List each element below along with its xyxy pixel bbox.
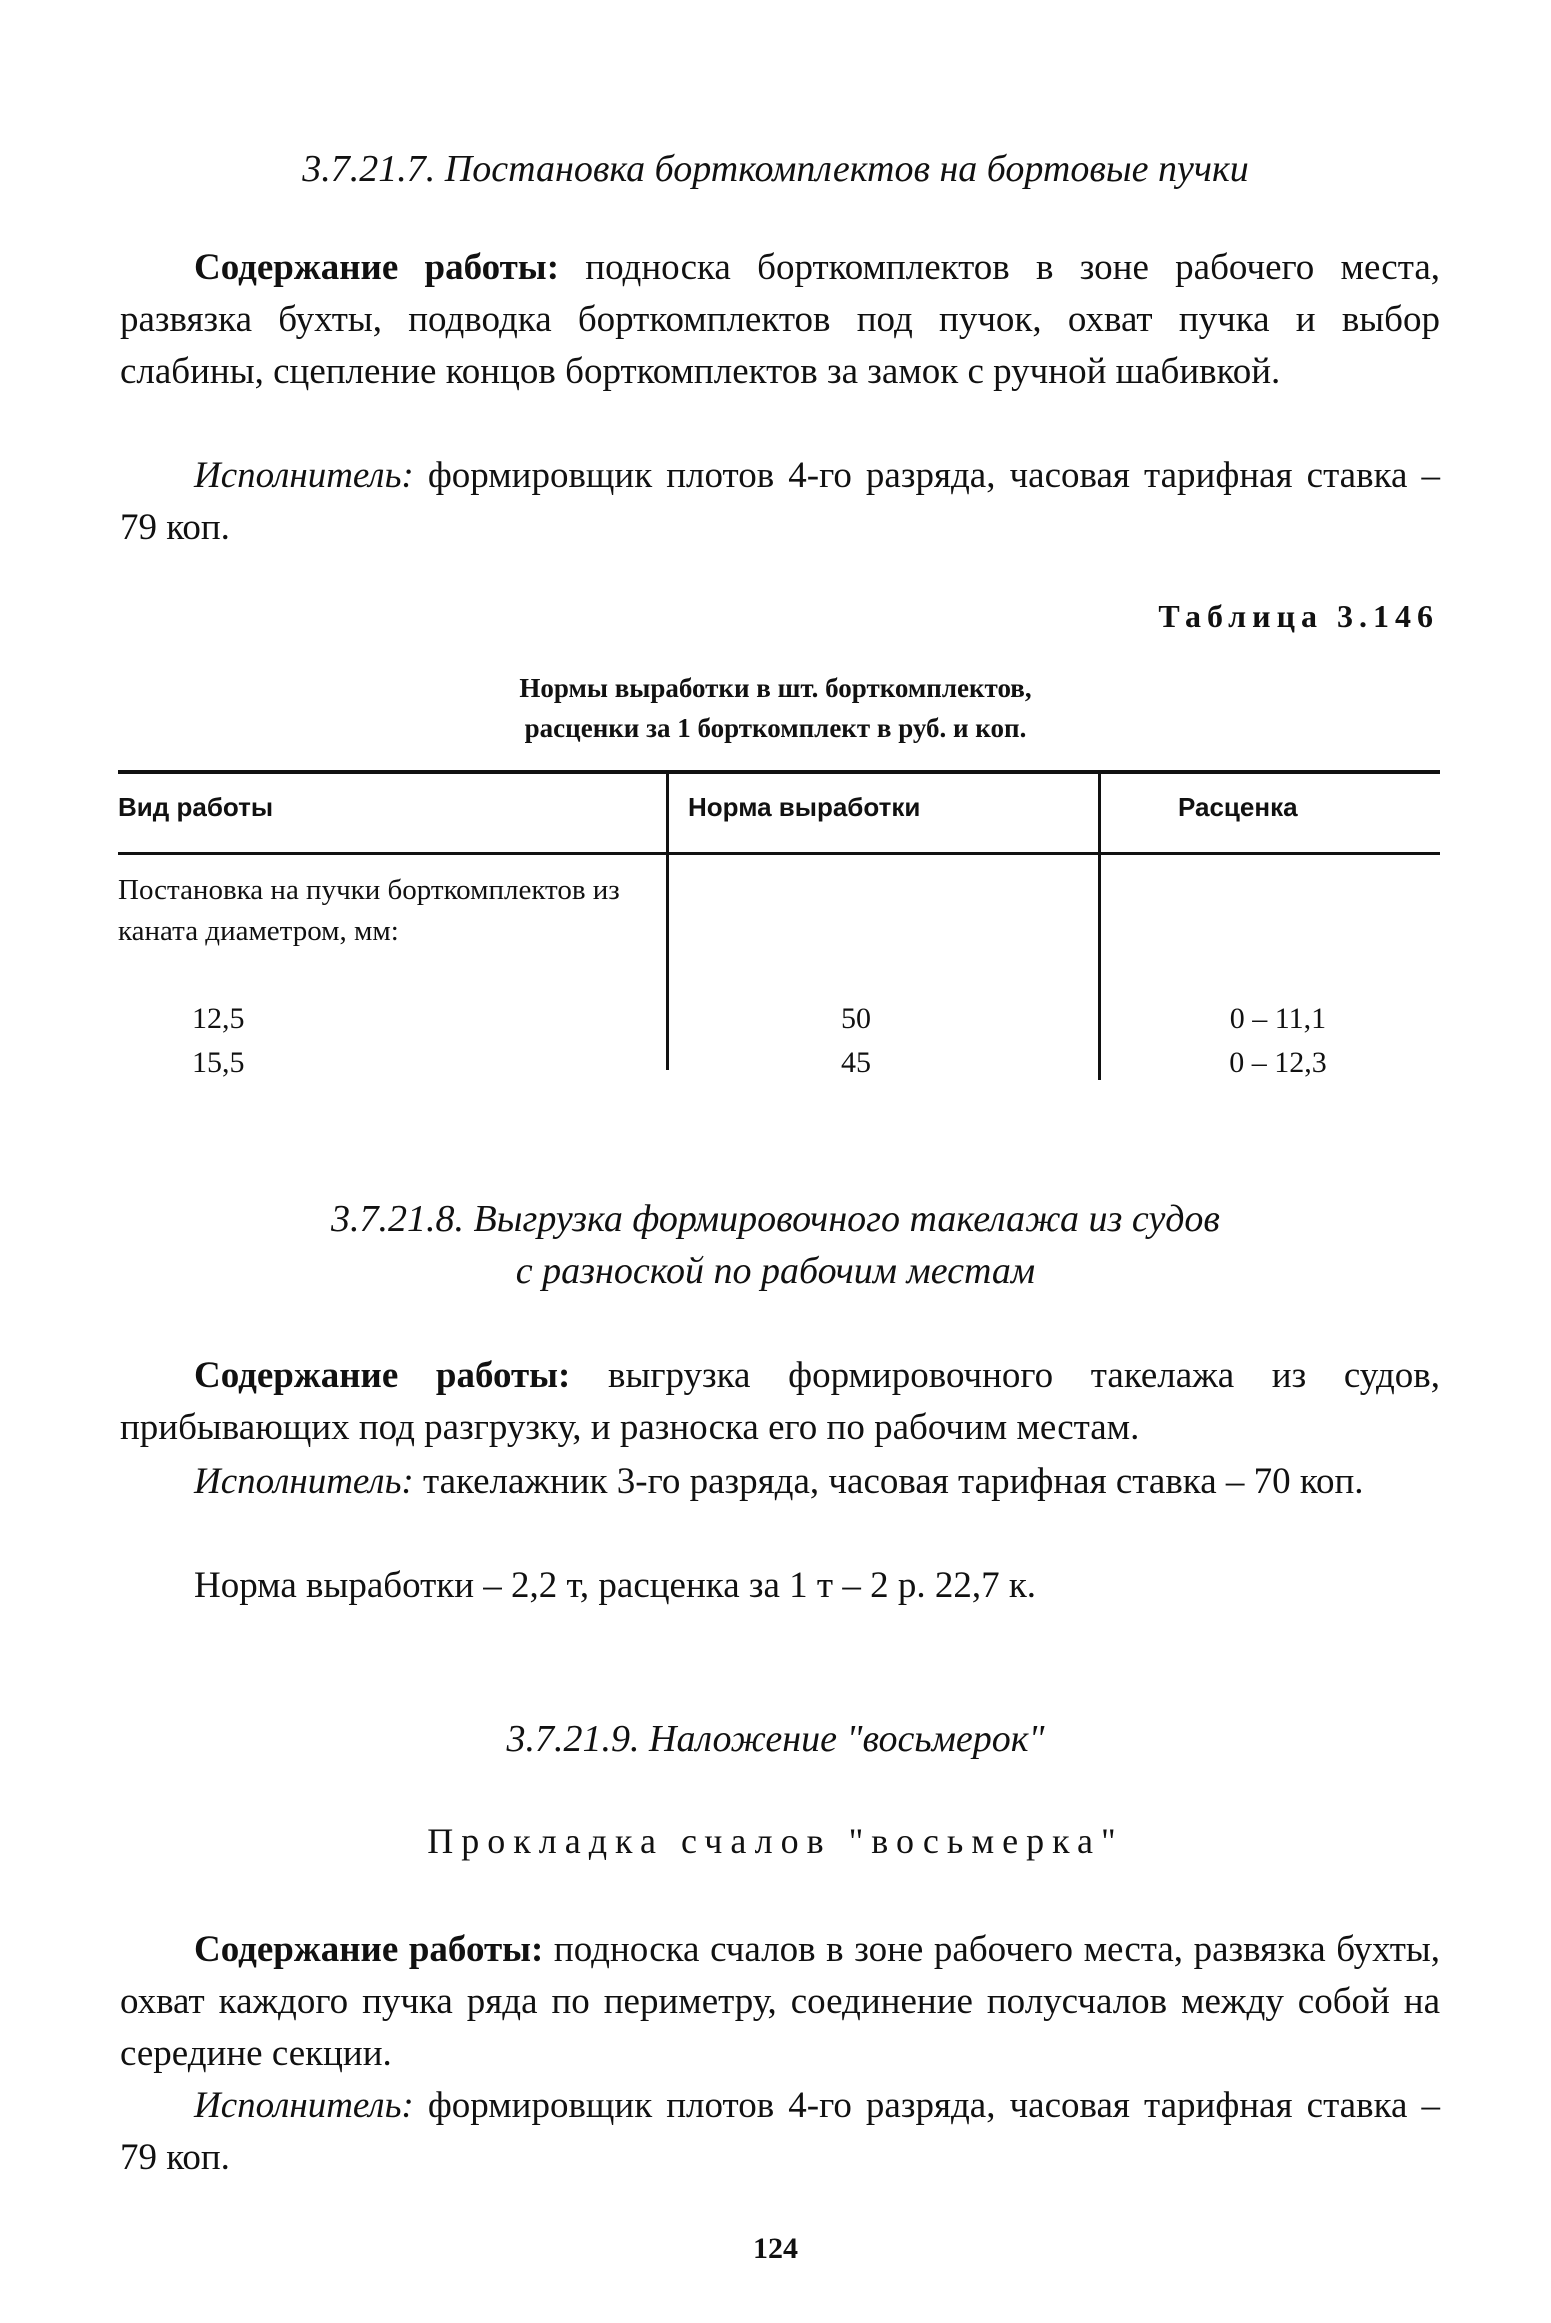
section-heading-3-7-21-8-line1: 3.7.21.8. Выгрузка формировочного такелажа из судов [331, 1198, 1220, 1240]
table-cell-size: 15,5 [192, 1046, 245, 1079]
section2-norm-paragraph: Норма выработки – 2,2 т, расценка за 1 т – 2 р. 22,7 к. [194, 1565, 1037, 1606]
table-cell-rate: 0 – 11,1 [1229, 1002, 1327, 1035]
content-label: Содержание работы: [194, 1929, 544, 1970]
executor-text: такелажник 3-го разряда, часовая тарифная ставка – 70 коп. [413, 1461, 1364, 1502]
content-text: подноска борткомплектов в зоне рабочего места, развязка бухты, подводка борткомплектов под пучок, охват пучка и выбор слабины, сцепление концов борткомплектов за замок с ручной шабивкой. [120, 247, 1441, 392]
section-heading-3-7-21-9: 3.7.21.9. Наложение "восьмерок" [506, 1718, 1045, 1760]
subheading-spaced: Прокладка счалов "восьмерка" [427, 1821, 1124, 1861]
section-heading-3-7-21-8-line2: с разноской по рабочим местам [515, 1250, 1036, 1292]
section2-executor-paragraph [120, 1456, 1440, 1508]
table-cell-rate: 0 – 12,3 [1229, 1046, 1327, 1079]
table-header-work-type: Вид работы [118, 792, 274, 822]
table-cell-norm: 45 [841, 1046, 871, 1079]
table-header-rule [118, 852, 1440, 855]
section1-content-paragraph [120, 242, 1440, 398]
table-column-divider-1 [666, 770, 669, 1070]
table-caption-line1: Нормы выработки в шт. борткомплектов, [519, 673, 1032, 703]
executor-label: Исполнитель: [194, 1461, 414, 1502]
table-label: Таблица 3.146 [1158, 598, 1439, 634]
section2-content-paragraph [120, 1350, 1440, 1454]
page-number: 124 [753, 2232, 798, 2265]
table-header-norm: Норма выработки [688, 792, 921, 822]
table-cell-norm: 50 [841, 1002, 871, 1035]
content-label: Содержание работы: [194, 247, 560, 288]
content-label: Содержание работы: [194, 1355, 571, 1396]
section3-content-paragraph [120, 1924, 1440, 2080]
table-cell-size: 12,5 [192, 1002, 245, 1035]
executor-text: формировщик плотов 4-го разряда, часовая тарифная ставка – 79 коп. [120, 2085, 1440, 2178]
executor-text: формировщик плотов 4-го разряда, часовая тарифная ставка – 79 коп. [120, 455, 1440, 548]
content-text: подноска счалов в зоне рабочего места, развязка бухты, охват каждого пучка ряда по периметру, соединение полусчалов между собой на середине секции. [120, 1929, 1440, 2074]
table-row-description: Постановка на пучки борткомплектов из каната диаметром, мм: [118, 874, 620, 947]
section3-executor-paragraph [120, 2080, 1440, 2184]
executor-label: Исполнитель: [194, 455, 414, 496]
executor-label: Исполнитель: [194, 2085, 414, 2126]
table-column-divider-2 [1098, 770, 1101, 1080]
table-top-rule [118, 770, 1440, 774]
table-caption-line2: расценки за 1 борткомплект в руб. и коп. [524, 713, 1027, 743]
section1-executor-paragraph [120, 450, 1440, 554]
table-caption [0, 668, 1551, 748]
section-heading-3-7-21-7: 3.7.21.7. Постановка борткомплектов на бортовые пучки [302, 148, 1249, 190]
norms-table [118, 770, 1440, 1106]
table-header-rate: Расценка [1178, 792, 1298, 822]
content-text: выгрузка формировочного такелажа из судов, прибывающих под разгрузку, и разноска его по рабочим местам. [120, 1355, 1440, 1448]
